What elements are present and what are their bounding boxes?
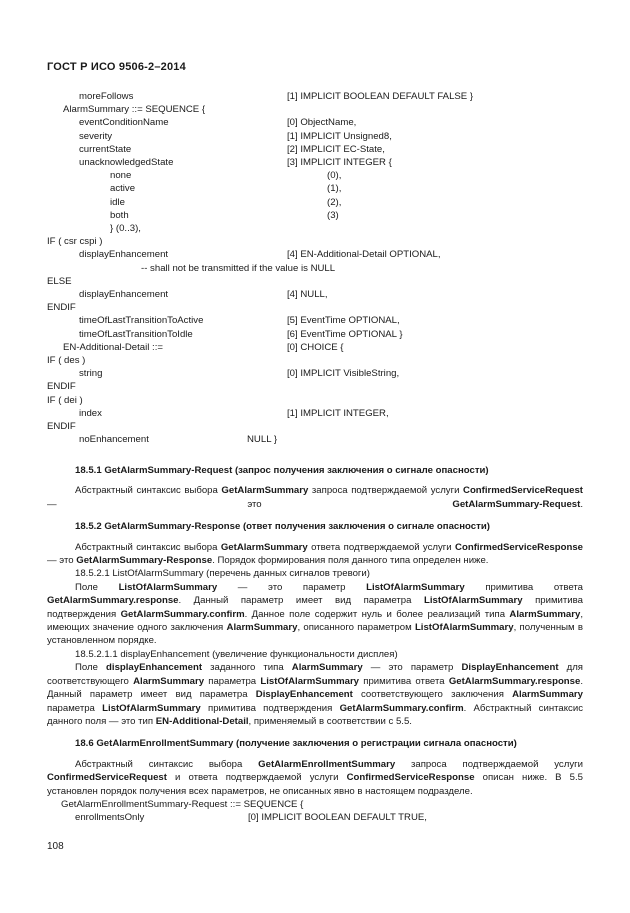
bold-term: ListOfAlarmSummary	[366, 581, 465, 593]
code-line-left: ENDIF	[47, 421, 76, 432]
text-run: — это параметр	[362, 662, 462, 674]
code-line-left: moreFollows	[79, 91, 134, 102]
text-run: Абстрактный синтаксис выбора	[75, 541, 221, 553]
text-run: Абстрактный синтаксис выбора	[75, 485, 222, 497]
text-run: Поле	[75, 662, 107, 674]
code-line-left: index	[79, 407, 102, 419]
code-line-left: } (0..3),	[110, 223, 141, 234]
code-line-left: currentState	[79, 143, 132, 155]
code-line-right: [6] EventTime OPTIONAL }	[287, 328, 403, 340]
code-line-left: unacknowledgedState	[79, 157, 174, 168]
bold-term: displayEnhancement	[106, 662, 203, 674]
text-run: , полученным в установленном порядке.	[47, 622, 583, 647]
bold-term: AlarmSummary	[512, 689, 583, 701]
bold-term: GetAlarmEnrollmentSummary	[258, 758, 396, 770]
code-line-right: NULL }	[247, 434, 278, 446]
bold-term: ConfirmedServiceResponse	[455, 541, 584, 553]
code-line-right: (2),	[327, 196, 342, 208]
code-line-right: [4] EN-Additional-Detail OPTIONAL,	[287, 249, 441, 261]
code-line-left: ENDIF	[47, 381, 76, 393]
code-field-type: [0] IMPLICIT BOOLEAN DEFAULT TRUE,	[248, 812, 427, 824]
text-run: и ответа подтверждаемой услуги	[166, 772, 347, 784]
text-run: соответствующего заключения	[352, 689, 513, 701]
code-line-right: [0] IMPLICIT VisibleString,	[287, 368, 400, 380]
bold-term: ListOfAlarmSummary	[118, 581, 218, 593]
code-line-left: severity	[79, 130, 113, 142]
code-line-left: none	[110, 170, 132, 182]
code-line-left: AlarmSummary ::= SEQUENCE {	[63, 104, 206, 116]
paragraph-18-5-1	[47, 484, 583, 511]
bold-term: GetAlarmSummary-Response	[76, 555, 213, 567]
text-run: примитива ответа	[464, 581, 583, 593]
bold-term: ConfirmedServiceRequest	[463, 485, 583, 497]
bold-term: ListOfAlarmSummary	[423, 595, 523, 607]
code-field-name: enrollmentsOnly	[75, 812, 145, 824]
bold-term: AlarmSummary	[291, 662, 363, 674]
code-line-left: -- shall not be transmitted if the value is NULL	[141, 262, 336, 274]
text-run: . Данный параметр имеет вид параметра	[178, 595, 424, 607]
text-run: для соответствующего	[47, 662, 584, 687]
code-line-left: ENDIF	[47, 302, 76, 314]
bold-term: ListOfAlarmSummary	[260, 675, 360, 687]
code-line-right: [1] IMPLICIT Unsigned8,	[287, 130, 392, 142]
paragraph-18-6	[47, 758, 583, 798]
bold-term: AlarmSummary	[226, 622, 298, 634]
text-run: запроса подтверждаемой услуги	[308, 485, 464, 497]
bold-term: AlarmSummary	[509, 608, 581, 620]
bold-term: DisplayEnhancement	[461, 662, 559, 674]
text-run: . Данное поле содержит нуль и более реализаций типа	[244, 608, 510, 620]
code-line-left: displayEnhancement	[79, 289, 169, 300]
text-run: Поле	[75, 581, 119, 593]
text-run: . Данный параметр имеет вид параметра	[47, 675, 584, 701]
code-line-left: IF ( csr cspi )	[47, 236, 103, 248]
bold-term: ConfirmedServiceRequest	[47, 772, 167, 784]
bold-term: AlarmSummary	[133, 675, 205, 687]
text-run: .	[580, 498, 583, 510]
text-run: параметра	[47, 702, 103, 714]
bold-term: GetAlarmSummary.response	[448, 675, 581, 687]
text-run: Абстрактный синтаксис выбора	[75, 758, 259, 770]
text-run: , имеющих значение одного заключения	[47, 608, 584, 634]
page-number: 108	[47, 841, 64, 852]
text-run: . Абстрактный синтаксис данного поля — это тип	[47, 702, 584, 727]
text-run: . Порядок формирования поля данного типа определен ниже.	[212, 555, 489, 567]
code-line-enrollments-only	[47, 811, 583, 824]
text-run: параметра	[204, 675, 261, 687]
code-line-left: noEnhancement	[79, 434, 149, 446]
code-line-left: IF ( dei )	[47, 394, 83, 406]
document-body	[47, 458, 583, 825]
code-line-right: [1] IMPLICIT INTEGER,	[287, 407, 389, 419]
code-line-left: IF ( des )	[47, 355, 86, 366]
text-run: описан ниже. В 5.5 установлен порядок получения всех параметров, не описанных явно в настоящем подразделе.	[47, 772, 584, 797]
code-line-left: idle	[110, 196, 125, 208]
bold-term: DisplayEnhancement	[255, 689, 353, 701]
code-line-right: [0] ObjectName,	[287, 117, 357, 129]
bold-term: GetAlarmSummary.confirm	[339, 702, 464, 714]
code-line-right: (3)	[327, 209, 339, 221]
paragraph-18-5-2	[47, 541, 583, 568]
paragraph-18-5-2-1	[47, 581, 583, 648]
code-line-left: ELSE	[47, 275, 72, 287]
bold-term: ListOfAlarmSummary	[102, 702, 201, 714]
paragraph-18-5-2-1-1	[47, 661, 583, 728]
code-line-left: active	[110, 183, 136, 195]
code-line-right: (1),	[327, 183, 342, 195]
code-line-left: string	[79, 368, 103, 380]
code-line-right: [5] EventTime OPTIONAL,	[287, 315, 400, 327]
text-run: , применяемый в соответствии с 5.5.	[248, 715, 412, 727]
code-line-request: GetAlarmEnrollmentSummary-Request ::= SEQUENCE {	[61, 798, 304, 810]
text-run: запроса подтверждаемой услуги	[395, 758, 583, 770]
text-run: — это	[47, 498, 453, 510]
text-run: — это параметр	[217, 581, 367, 593]
code-line-right: [0] CHOICE {	[287, 341, 344, 353]
text-run: примитива ответа	[359, 675, 449, 687]
code-line-left: both	[110, 209, 129, 221]
document-header: ГОСТ Р ИСО 9506-2–2014	[47, 61, 186, 73]
text-run: — это	[47, 555, 77, 567]
bold-term: GetAlarmSummary	[221, 485, 309, 497]
section-heading-18-6: 18.6 GetAlarmEnrollmentSummary (получение заключения о регистрации сигнала опасности)	[75, 738, 517, 750]
code-line-left: displayEnhancement	[79, 249, 169, 261]
code-line-left: EN-Additional-Detail ::=	[63, 341, 163, 353]
code-line-right: (0),	[327, 170, 342, 182]
code-line-left: timeOfLastTransitionToActive	[79, 315, 204, 327]
bold-term: GetAlarmSummary.response	[47, 595, 179, 607]
code-line-right: [1] IMPLICIT BOOLEAN DEFAULT FALSE }	[287, 91, 474, 102]
text-run: примитива подтверждения	[200, 702, 340, 714]
section-heading-18-5-1: 18.5.1 GetAlarmSummary-Request (запрос получения заключения о сигнале опасности)	[75, 465, 489, 476]
text-run: заданного типа	[202, 662, 292, 674]
text-run: примитива подтверждения	[47, 595, 583, 620]
code-line-right: [2] IMPLICIT EC-State,	[287, 143, 385, 155]
bold-term: GetAlarmSummary	[220, 541, 308, 553]
bold-term: ListOfAlarmSummary	[414, 622, 514, 634]
code-line-right: [4] NULL,	[287, 289, 328, 300]
text-run: ответа подтверждаемой услуги	[307, 541, 456, 553]
section-heading-18-5-2-1-1: 18.5.2.1.1 displayEnhancement (увеличение функциональности дисплея)	[75, 648, 398, 660]
bold-term: ConfirmedServiceResponse	[346, 772, 475, 784]
section-heading-18-5-2: 18.5.2 GetAlarmSummary-Response (ответ получения заключения о сигнале опасности)	[75, 521, 490, 533]
bold-term: GetAlarmSummary.confirm	[120, 608, 245, 620]
code-line-right: [3] IMPLICIT INTEGER {	[287, 157, 392, 168]
text-run: , описанного параметром	[297, 622, 415, 634]
section-heading-18-5-2-1: 18.5.2.1 ListOfAlarmSummary (перечень данных сигналов тревоги)	[75, 568, 370, 580]
code-line-left: eventConditionName	[79, 117, 169, 129]
code-line-left: timeOfLastTransitionToIdle	[79, 328, 193, 340]
bold-term: GetAlarmSummary-Request	[452, 498, 581, 510]
bold-term: EN-Additional-Detail	[155, 715, 249, 727]
